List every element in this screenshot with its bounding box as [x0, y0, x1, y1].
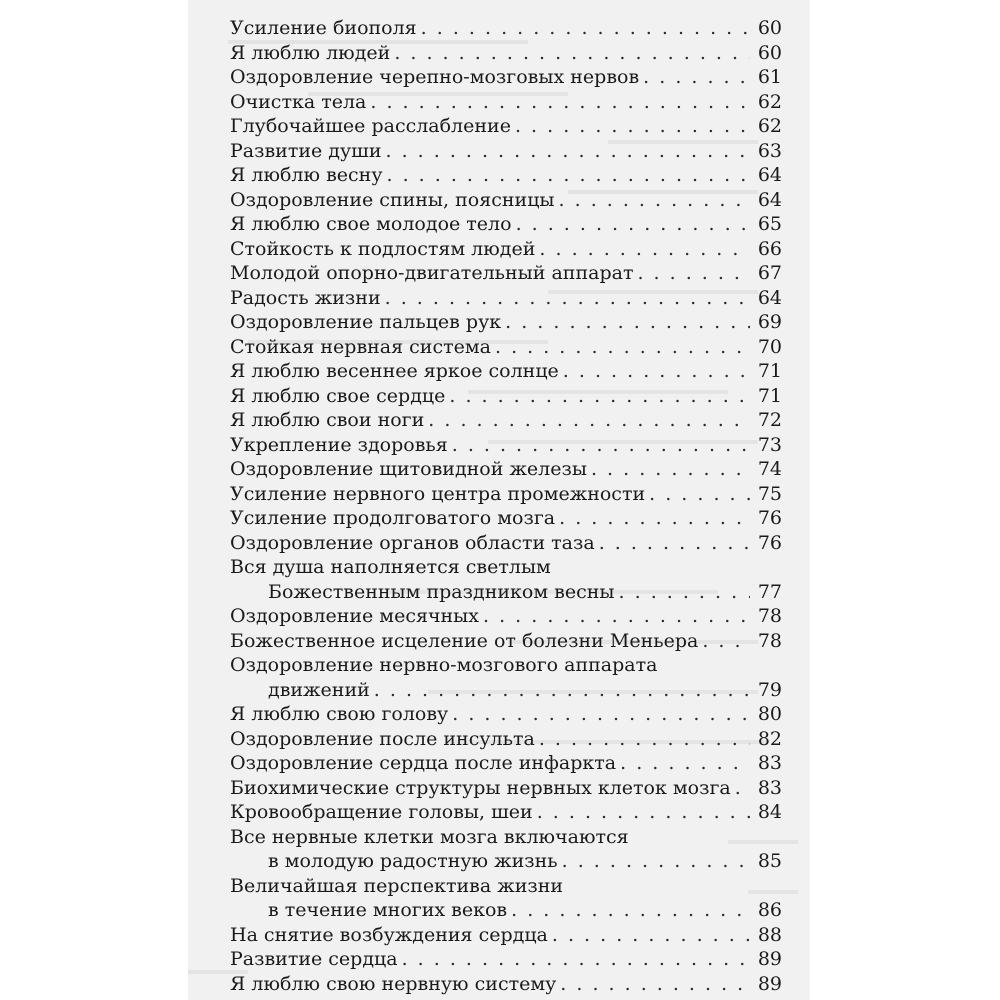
toc-entry-page: 70: [757, 335, 782, 358]
dot-leader: [483, 604, 750, 629]
toc-entry: [230, 261, 782, 286]
toc-entry-title: Божественное исцеление от болезни Меньера: [230, 629, 699, 652]
toc-entry: [230, 727, 782, 752]
dot-leader: [374, 678, 750, 703]
toc-entry-title: Все нервные клетки мозга включаются: [230, 825, 629, 848]
toc-entry-page: 69: [757, 311, 782, 333]
toc-entry: [230, 776, 782, 801]
dot-leader: [428, 408, 750, 433]
toc-entry-title: Радость жизни: [230, 286, 381, 309]
toc-entry-title: Укрепление здоровья: [230, 433, 448, 456]
toc-entry-page: 78: [757, 629, 782, 652]
toc-entry-page: 61: [757, 66, 782, 88]
toc-entry-title: Биохимические структуры нервных клеток мозга: [230, 776, 731, 799]
toc-entry-page: 77: [757, 580, 782, 603]
toc-entry-title: Развитие сердца: [230, 948, 398, 970]
dot-leader: [449, 384, 750, 409]
toc-entry-title: Стойкая нервная система: [230, 335, 491, 358]
toc-entry-title: Оздоровление месячных: [230, 605, 480, 627]
toc-entry-title: Глубочайшее расслабление: [230, 115, 511, 137]
toc-entry: [230, 457, 782, 482]
toc-entry: [230, 139, 782, 164]
toc-entry-page: 64: [757, 286, 782, 309]
toc-entry-title: Оздоровление сердца после инфаркта: [230, 752, 617, 774]
toc-entry: [230, 923, 782, 948]
toc-entry-title: Я люблю свое сердце: [230, 384, 446, 407]
toc-entry-title: Я люблю свои ноги: [230, 409, 425, 431]
toc-entry-page: 83: [757, 752, 782, 774]
toc-entry-title: Я люблю весеннее яркое солнце: [230, 360, 559, 382]
dot-leader: [559, 506, 750, 531]
toc-entry-page: 83: [757, 776, 782, 799]
toc-entry-page: 71: [757, 360, 782, 382]
toc-entry-title: Молодой опорно-двигательный аппарат: [230, 262, 634, 284]
toc-entry: [230, 751, 782, 776]
toc-entry: [230, 653, 782, 702]
toc-entry-page: 74: [757, 458, 782, 480]
dot-leader: [505, 310, 750, 335]
dot-leader: [643, 65, 750, 90]
toc-entry: [230, 800, 782, 825]
toc-entry: [230, 310, 782, 335]
toc-entry-title-continuation: Божественным праздником весны: [268, 580, 615, 603]
toc-entry: [230, 212, 782, 237]
dot-leader: [387, 163, 750, 188]
toc-entry-page: 76: [757, 507, 782, 529]
toc-entry-page: 75: [757, 482, 782, 505]
toc-entry: [230, 825, 782, 874]
toc-entry-page: 86: [757, 899, 782, 921]
toc-entry-page: 73: [757, 433, 782, 456]
dot-leader: [537, 800, 750, 825]
toc-entry-title: Усиление нервного центра промежности: [230, 482, 646, 505]
dot-leader: [637, 261, 750, 286]
toc-entry-page: 62: [757, 115, 782, 137]
toc-entry-title: Оздоровление спины, поясницы: [230, 188, 555, 211]
toc-entry-title: Оздоровление после инсульта: [230, 727, 535, 750]
toc-entry-page: 64: [757, 164, 782, 186]
toc-entry: [230, 972, 782, 997]
toc-entry: [230, 874, 782, 923]
toc-entry: [230, 702, 782, 727]
dot-leader: [563, 359, 750, 384]
dot-leader: [511, 898, 750, 923]
toc-entry-page: 89: [757, 972, 782, 995]
toc-entry-page: 78: [757, 605, 782, 627]
toc-entry: [230, 555, 782, 604]
toc-entry: [230, 531, 782, 556]
toc-entry: [230, 114, 782, 139]
toc-entry-title: Я люблю свое молодое тело: [230, 213, 512, 235]
toc-entry-page: 65: [757, 213, 782, 235]
dot-leader: [619, 580, 750, 605]
toc-entry-title: Оздоровление пальцев рук: [230, 311, 502, 333]
dot-leader: [386, 139, 751, 164]
toc-entry-title-continuation: в молодую радостную жизнь: [268, 850, 558, 872]
toc-entry-title: Оздоровление органов области таза: [230, 531, 595, 554]
toc-entry-title: Оздоровление щитовидной железы: [230, 458, 587, 480]
toc-entry-page: 62: [757, 90, 782, 113]
toc-entry-title: Усиление продолговатого мозга: [230, 507, 556, 529]
toc-entry-page: 79: [757, 678, 782, 701]
toc-entry: [230, 65, 782, 90]
table-of-contents: [230, 16, 782, 996]
toc-entry: [230, 16, 782, 41]
toc-entry-page: 89: [757, 948, 782, 970]
toc-entry-page: 80: [757, 703, 782, 725]
toc-entry: [230, 41, 782, 66]
toc-entry: [230, 506, 782, 531]
toc-entry-page: 88: [757, 923, 782, 946]
toc-entry-page: 84: [757, 801, 782, 823]
toc-entry-page: 67: [757, 262, 782, 284]
toc-entry-title: Я люблю свою нервную систему: [230, 972, 557, 995]
toc-entry: [230, 90, 782, 115]
dot-leader: [495, 335, 750, 360]
toc-entry-page: 63: [757, 139, 782, 162]
toc-entry-title: Я люблю свою голову: [230, 703, 449, 725]
dot-leader: [702, 629, 750, 654]
toc-entry: [230, 433, 782, 458]
toc-entry-title: Я люблю весну: [230, 164, 383, 186]
toc-entry-title: Оздоровление черепно-мозговых нервов: [230, 66, 640, 88]
toc-entry-page: 60: [757, 41, 782, 64]
toc-entry-page: 64: [757, 188, 782, 211]
dot-leader: [539, 237, 750, 262]
dot-leader: [421, 16, 750, 41]
toc-entry-title: На снятие возбуждения сердца: [230, 923, 548, 946]
dot-leader: [452, 702, 750, 727]
toc-entry-page: 60: [757, 17, 782, 39]
toc-entry-title: Оздоровление нервно-мозгового аппарата: [230, 654, 658, 676]
toc-entry: [230, 629, 782, 654]
toc-entry-title-continuation: в течение многих веков: [268, 899, 508, 921]
dot-leader: [552, 923, 750, 948]
dot-leader: [402, 947, 750, 972]
toc-entry-page: 85: [757, 850, 782, 872]
dot-leader: [620, 751, 750, 776]
toc-entry: [230, 335, 782, 360]
dot-leader: [559, 188, 750, 213]
toc-entry-page: 66: [757, 237, 782, 260]
dot-leader: [370, 90, 750, 115]
dot-leader: [599, 531, 750, 556]
dot-leader: [394, 41, 750, 66]
dot-leader: [539, 727, 750, 752]
dot-leader: [385, 286, 750, 311]
dot-leader: [452, 433, 750, 458]
dot-leader: [649, 482, 750, 507]
toc-entry-title: Я люблю людей: [230, 41, 391, 64]
dot-leader: [560, 972, 750, 997]
toc-entry: [230, 408, 782, 433]
toc-entry: [230, 359, 782, 384]
toc-entry-page: 71: [757, 384, 782, 407]
toc-entry-page: 76: [757, 531, 782, 554]
dot-leader: [515, 114, 750, 139]
toc-entry: [230, 286, 782, 311]
dot-leader: [591, 457, 750, 482]
toc-entry: [230, 384, 782, 409]
toc-entry: [230, 188, 782, 213]
dot-leader: [562, 849, 750, 874]
toc-entry-title: Кровообращение головы, шеи: [230, 801, 533, 823]
toc-entry-page: 82: [757, 727, 782, 750]
toc-entry-title: Развитие души: [230, 139, 382, 162]
toc-entry-title-continuation: движений: [268, 678, 370, 701]
toc-entry: [230, 482, 782, 507]
toc-entry: [230, 237, 782, 262]
toc-entry-title: Усиление биополя: [230, 17, 417, 39]
dot-leader: [735, 776, 750, 801]
toc-entry-title: Очистка тела: [230, 90, 367, 113]
dot-leader: [516, 212, 750, 237]
toc-entry: [230, 947, 782, 972]
toc-entry-title: Величайшая перспектива жизни: [230, 874, 564, 897]
toc-entry-title: Стойкость к подлостям людей: [230, 237, 536, 260]
toc-entry: [230, 604, 782, 629]
book-page: [188, 0, 810, 1000]
toc-entry-page: 72: [757, 409, 782, 431]
toc-entry: [230, 163, 782, 188]
toc-entry-title: Вся душа наполняется светлым: [230, 556, 551, 578]
